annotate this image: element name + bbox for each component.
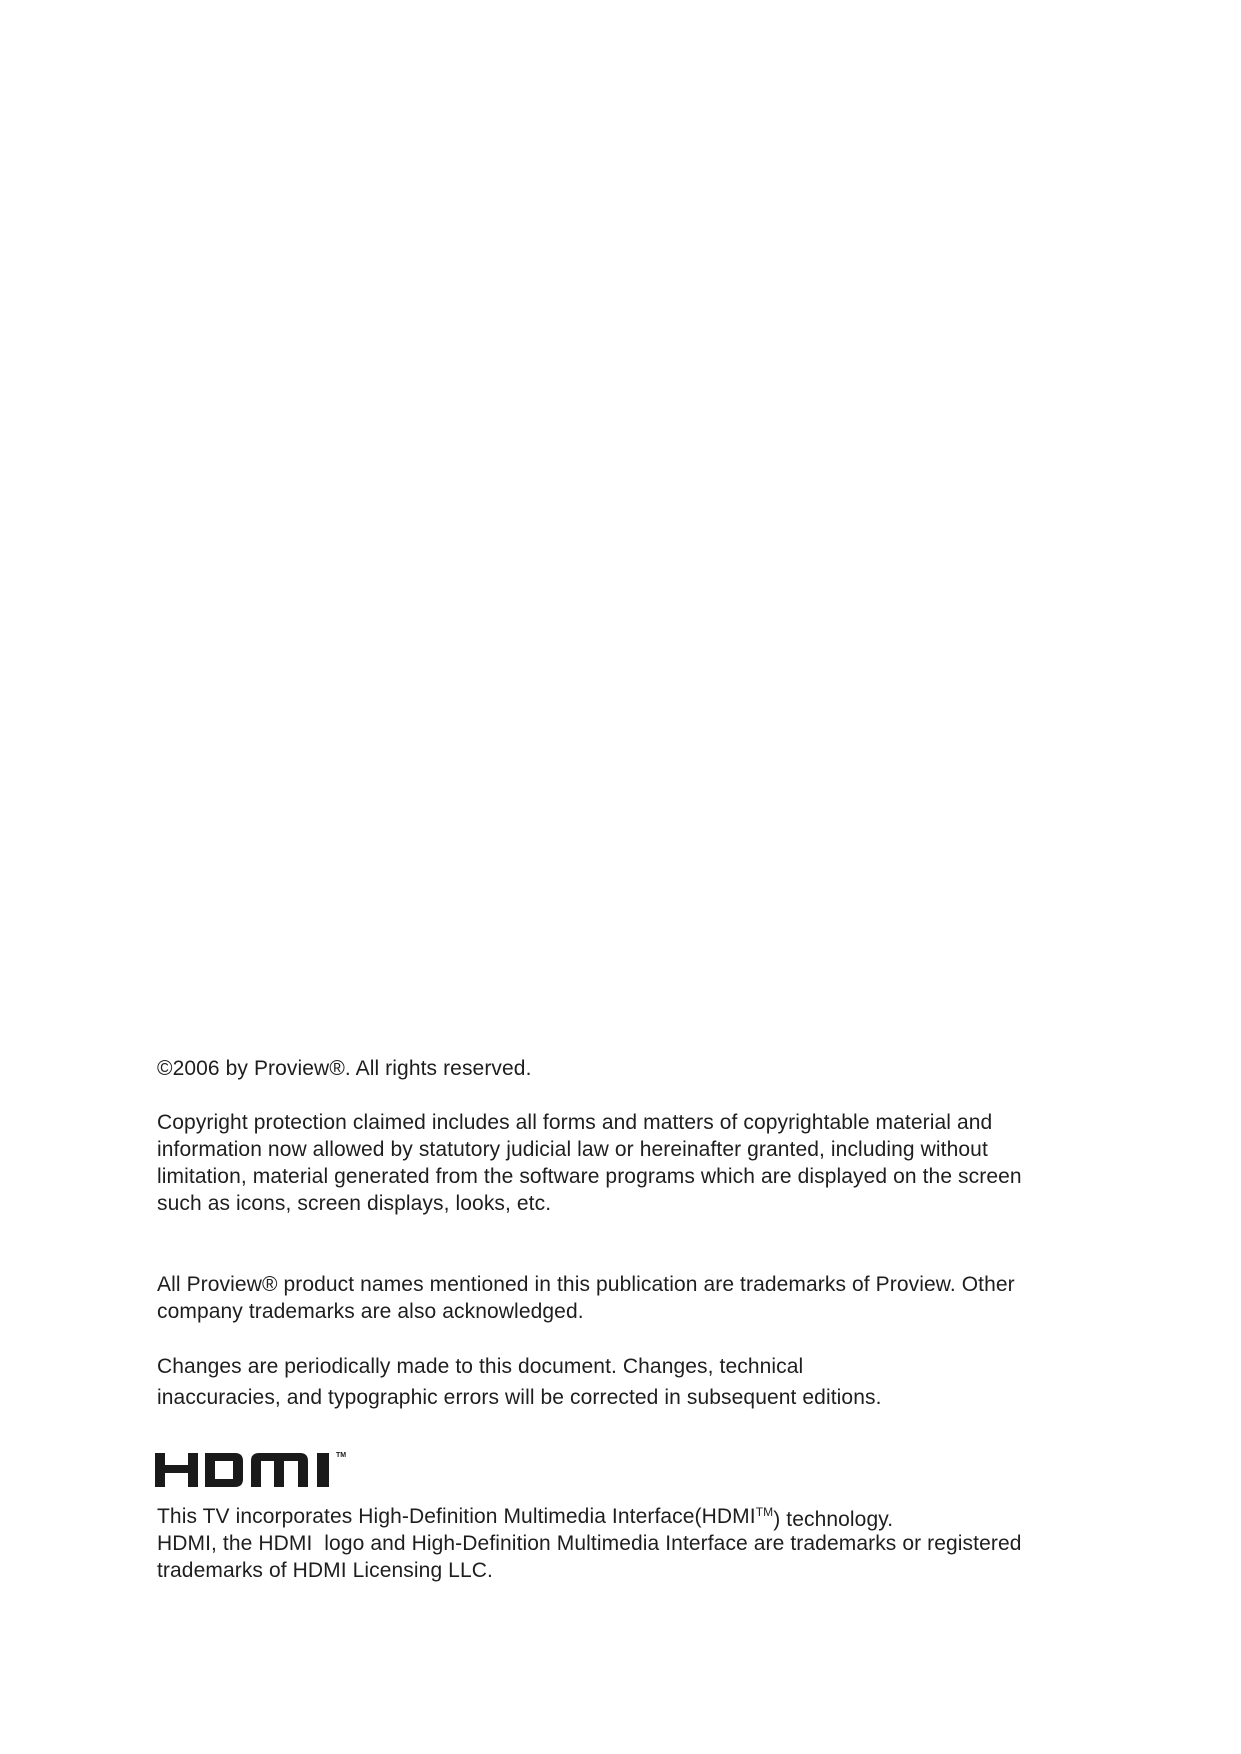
changes-paragraph bbox=[157, 1353, 1097, 1411]
hdmi-line1-prefix: This TV incorporates High-Definition Multimedia Interface(HDMI bbox=[157, 1505, 756, 1528]
copyright-paragraph-line: such as icons, screen displays, looks, etc. bbox=[157, 1192, 552, 1215]
copyright-paragraph-line: limitation, material generated from the software programs which are displayed on the screen bbox=[157, 1165, 1022, 1188]
copyright-paragraph bbox=[157, 1109, 1097, 1217]
hdmi-paragraph-line: trademarks of HDMI Licensing LLC. bbox=[157, 1559, 493, 1582]
copyright-notice bbox=[157, 1055, 1097, 1082]
hdmi-paragraph bbox=[157, 1499, 1097, 1584]
copyright-paragraph-line: information now allowed by statutory judicial law or hereinafter granted, including without bbox=[157, 1138, 988, 1161]
trademark-paragraph bbox=[157, 1271, 1097, 1325]
hdmi-line1-suffix: ) technology. bbox=[773, 1508, 894, 1531]
hdmi-logo bbox=[155, 1447, 395, 1487]
copyright-paragraph-line: Copyright protection claimed includes all forms and matters of copyrightable material and bbox=[157, 1111, 993, 1134]
changes-paragraph-line: inaccuracies, and typographic errors will be corrected in subsequent editions. bbox=[157, 1386, 882, 1409]
trademark-paragraph-line: All Proview® product names mentioned in this publication are trademarks of Proview. Other bbox=[157, 1273, 1015, 1296]
changes-paragraph-line: Changes are periodically made to this document. Changes, technical bbox=[157, 1355, 804, 1378]
hdmi-paragraph-line bbox=[157, 1499, 1097, 1530]
hdmi-line1-superscript: TM bbox=[755, 1505, 774, 1519]
copyright-line: ©2006 by Proview®. All rights reserved. bbox=[157, 1057, 532, 1080]
trademark-paragraph-line: company trademarks are also acknowledged. bbox=[157, 1300, 584, 1323]
hdmi-trademark-mark: TM bbox=[336, 1452, 347, 1459]
hdmi-paragraph-line: HDMI, the HDMI logo and High-Definition Multimedia Interface are trademarks or registered bbox=[157, 1532, 1022, 1555]
